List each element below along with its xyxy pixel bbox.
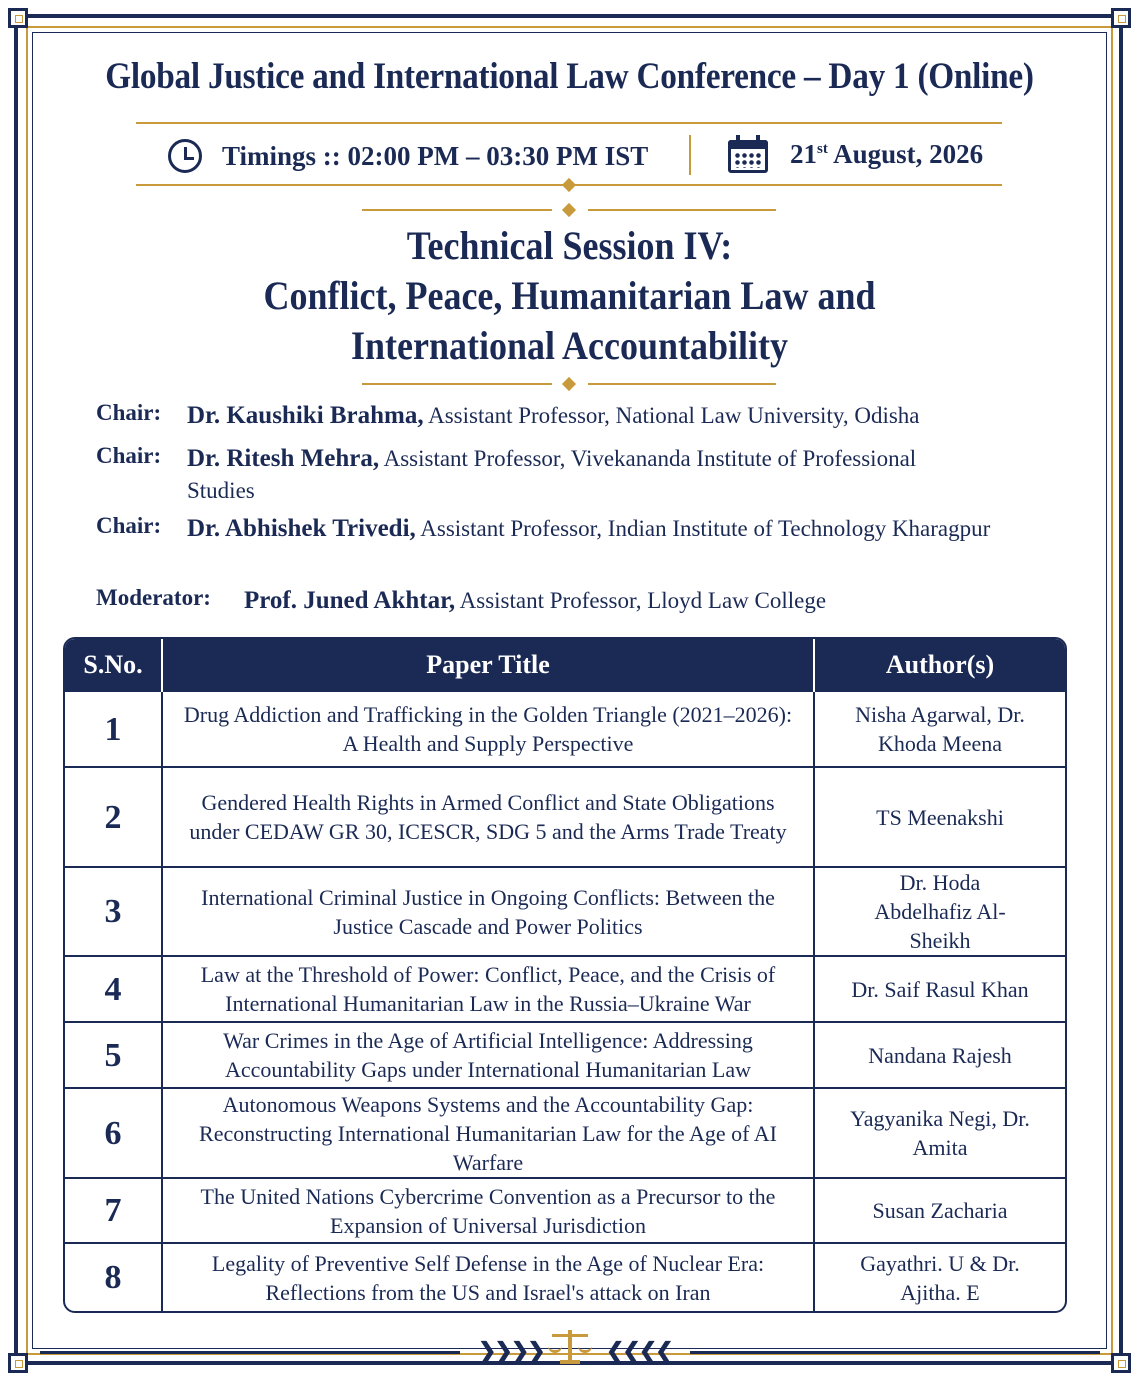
table-row [65, 767, 1065, 867]
row-number: 3 [65, 867, 162, 956]
row-number: 4 [65, 956, 162, 1022]
paper-authors: Nisha Agarwal, Dr. Khoda Meena [814, 691, 1065, 767]
calendar-icon [728, 135, 768, 173]
clock-icon [168, 139, 202, 173]
corner-ornament [1111, 8, 1131, 28]
table-header-row [65, 639, 1065, 691]
bottom-divider [690, 1351, 1100, 1354]
laurel-icon: ❮❮❮❮ [606, 1338, 672, 1363]
header-authors: Author(s) [814, 639, 1065, 691]
event-date: 21st August, 2026 [790, 138, 984, 169]
date-block [728, 132, 983, 176]
session-title-line2: Conflict, Peace, Humanitarian Law and [263, 273, 876, 318]
paper-authors: Dr. Saif Rasul Khan [814, 956, 1065, 1022]
paper-title: Drug Addiction and Trafficking in the Golden Triangle (2021–2026): A Health and Supply Perspective [162, 691, 814, 767]
table-row [65, 1022, 1065, 1088]
row-number: 5 [65, 1022, 162, 1088]
corner-ornament [1111, 1353, 1131, 1373]
papers-table [63, 637, 1067, 1313]
divider [588, 383, 776, 385]
paper-authors: Dr. Hoda Abdelhafiz Al-Sheikh [814, 867, 1065, 956]
paper-title: International Criminal Justice in Ongoing Conflicts: Between the Justice Cascade and Power Politics [162, 867, 814, 956]
chair-name: Dr. Abhishek Trivedi, [187, 515, 416, 542]
table-row [65, 867, 1065, 956]
table-row [65, 1088, 1065, 1178]
header-sno: S.No. [65, 639, 162, 691]
paper-authors: Yagyanika Negi, Dr. Amita [814, 1088, 1065, 1178]
divider [588, 209, 776, 211]
scales-of-justice-icon [548, 1326, 592, 1366]
bottom-divider [40, 1351, 460, 1354]
timings-block [168, 134, 648, 178]
paper-title: Gendered Health Rights in Armed Conflict and State Obligations under CEDAW GR 30, ICESCR, SDG 5 and the Arms Trade Treaty [162, 767, 814, 867]
chair-name: Dr. Kaushiki Brahma, [187, 402, 424, 429]
paper-title: War Crimes in the Age of Artificial Intelligence: Addressing Accountability Gaps under International Humanitarian Law [162, 1022, 814, 1088]
table-row [65, 956, 1065, 1022]
row-number: 7 [65, 1178, 162, 1243]
table-row [65, 1243, 1065, 1311]
divider [362, 383, 552, 385]
timings-text: Timings :: 02:00 PM – 03:30 PM IST [222, 140, 649, 171]
corner-ornament [8, 8, 28, 28]
table-row [65, 691, 1065, 767]
divider [136, 122, 1002, 124]
row-number: 1 [65, 691, 162, 767]
paper-title: Autonomous Weapons Systems and the Accountability Gap: Reconstructing International Humanitarian Law for the Age of AI Warfare [162, 1088, 814, 1178]
divider [362, 209, 552, 211]
row-number: 2 [65, 767, 162, 867]
corner-ornament [8, 1353, 28, 1373]
paper-authors: Gayathri. U & Dr. Ajitha. E [814, 1243, 1065, 1311]
moderator-name: Prof. Juned Akhtar, [244, 587, 456, 614]
session-title-line1: Technical Session IV: [406, 223, 733, 268]
paper-title: Legality of Preventive Self Defense in the Age of Nuclear Era: Reflections from the US and Israel's attack on Iran [162, 1243, 814, 1311]
conference-title: Global Justice and International Law Conference – Day 1 (Online) [105, 56, 1034, 97]
laurel-icon: ❯❯❯❯ [478, 1338, 544, 1363]
paper-authors: Susan Zacharia [814, 1178, 1065, 1243]
table-row [65, 1178, 1065, 1243]
paper-authors: TS Meenakshi [814, 767, 1065, 867]
header-paper-title: Paper Title [162, 639, 814, 691]
paper-title: Law at the Threshold of Power: Conflict, Peace, and the Crisis of International Humanitarian Law in the Russia–Ukraine War [162, 956, 814, 1022]
paper-authors: Nandana Rajesh [814, 1022, 1065, 1088]
separator [689, 135, 691, 175]
chair-name: Dr. Ritesh Mehra, [187, 445, 380, 472]
row-number: 6 [65, 1088, 162, 1178]
paper-title: The United Nations Cybercrime Convention as a Precursor to the Expansion of Universal Jurisdiction [162, 1178, 814, 1243]
session-title-line3: International Accountability [350, 323, 789, 368]
row-number: 8 [65, 1243, 162, 1311]
